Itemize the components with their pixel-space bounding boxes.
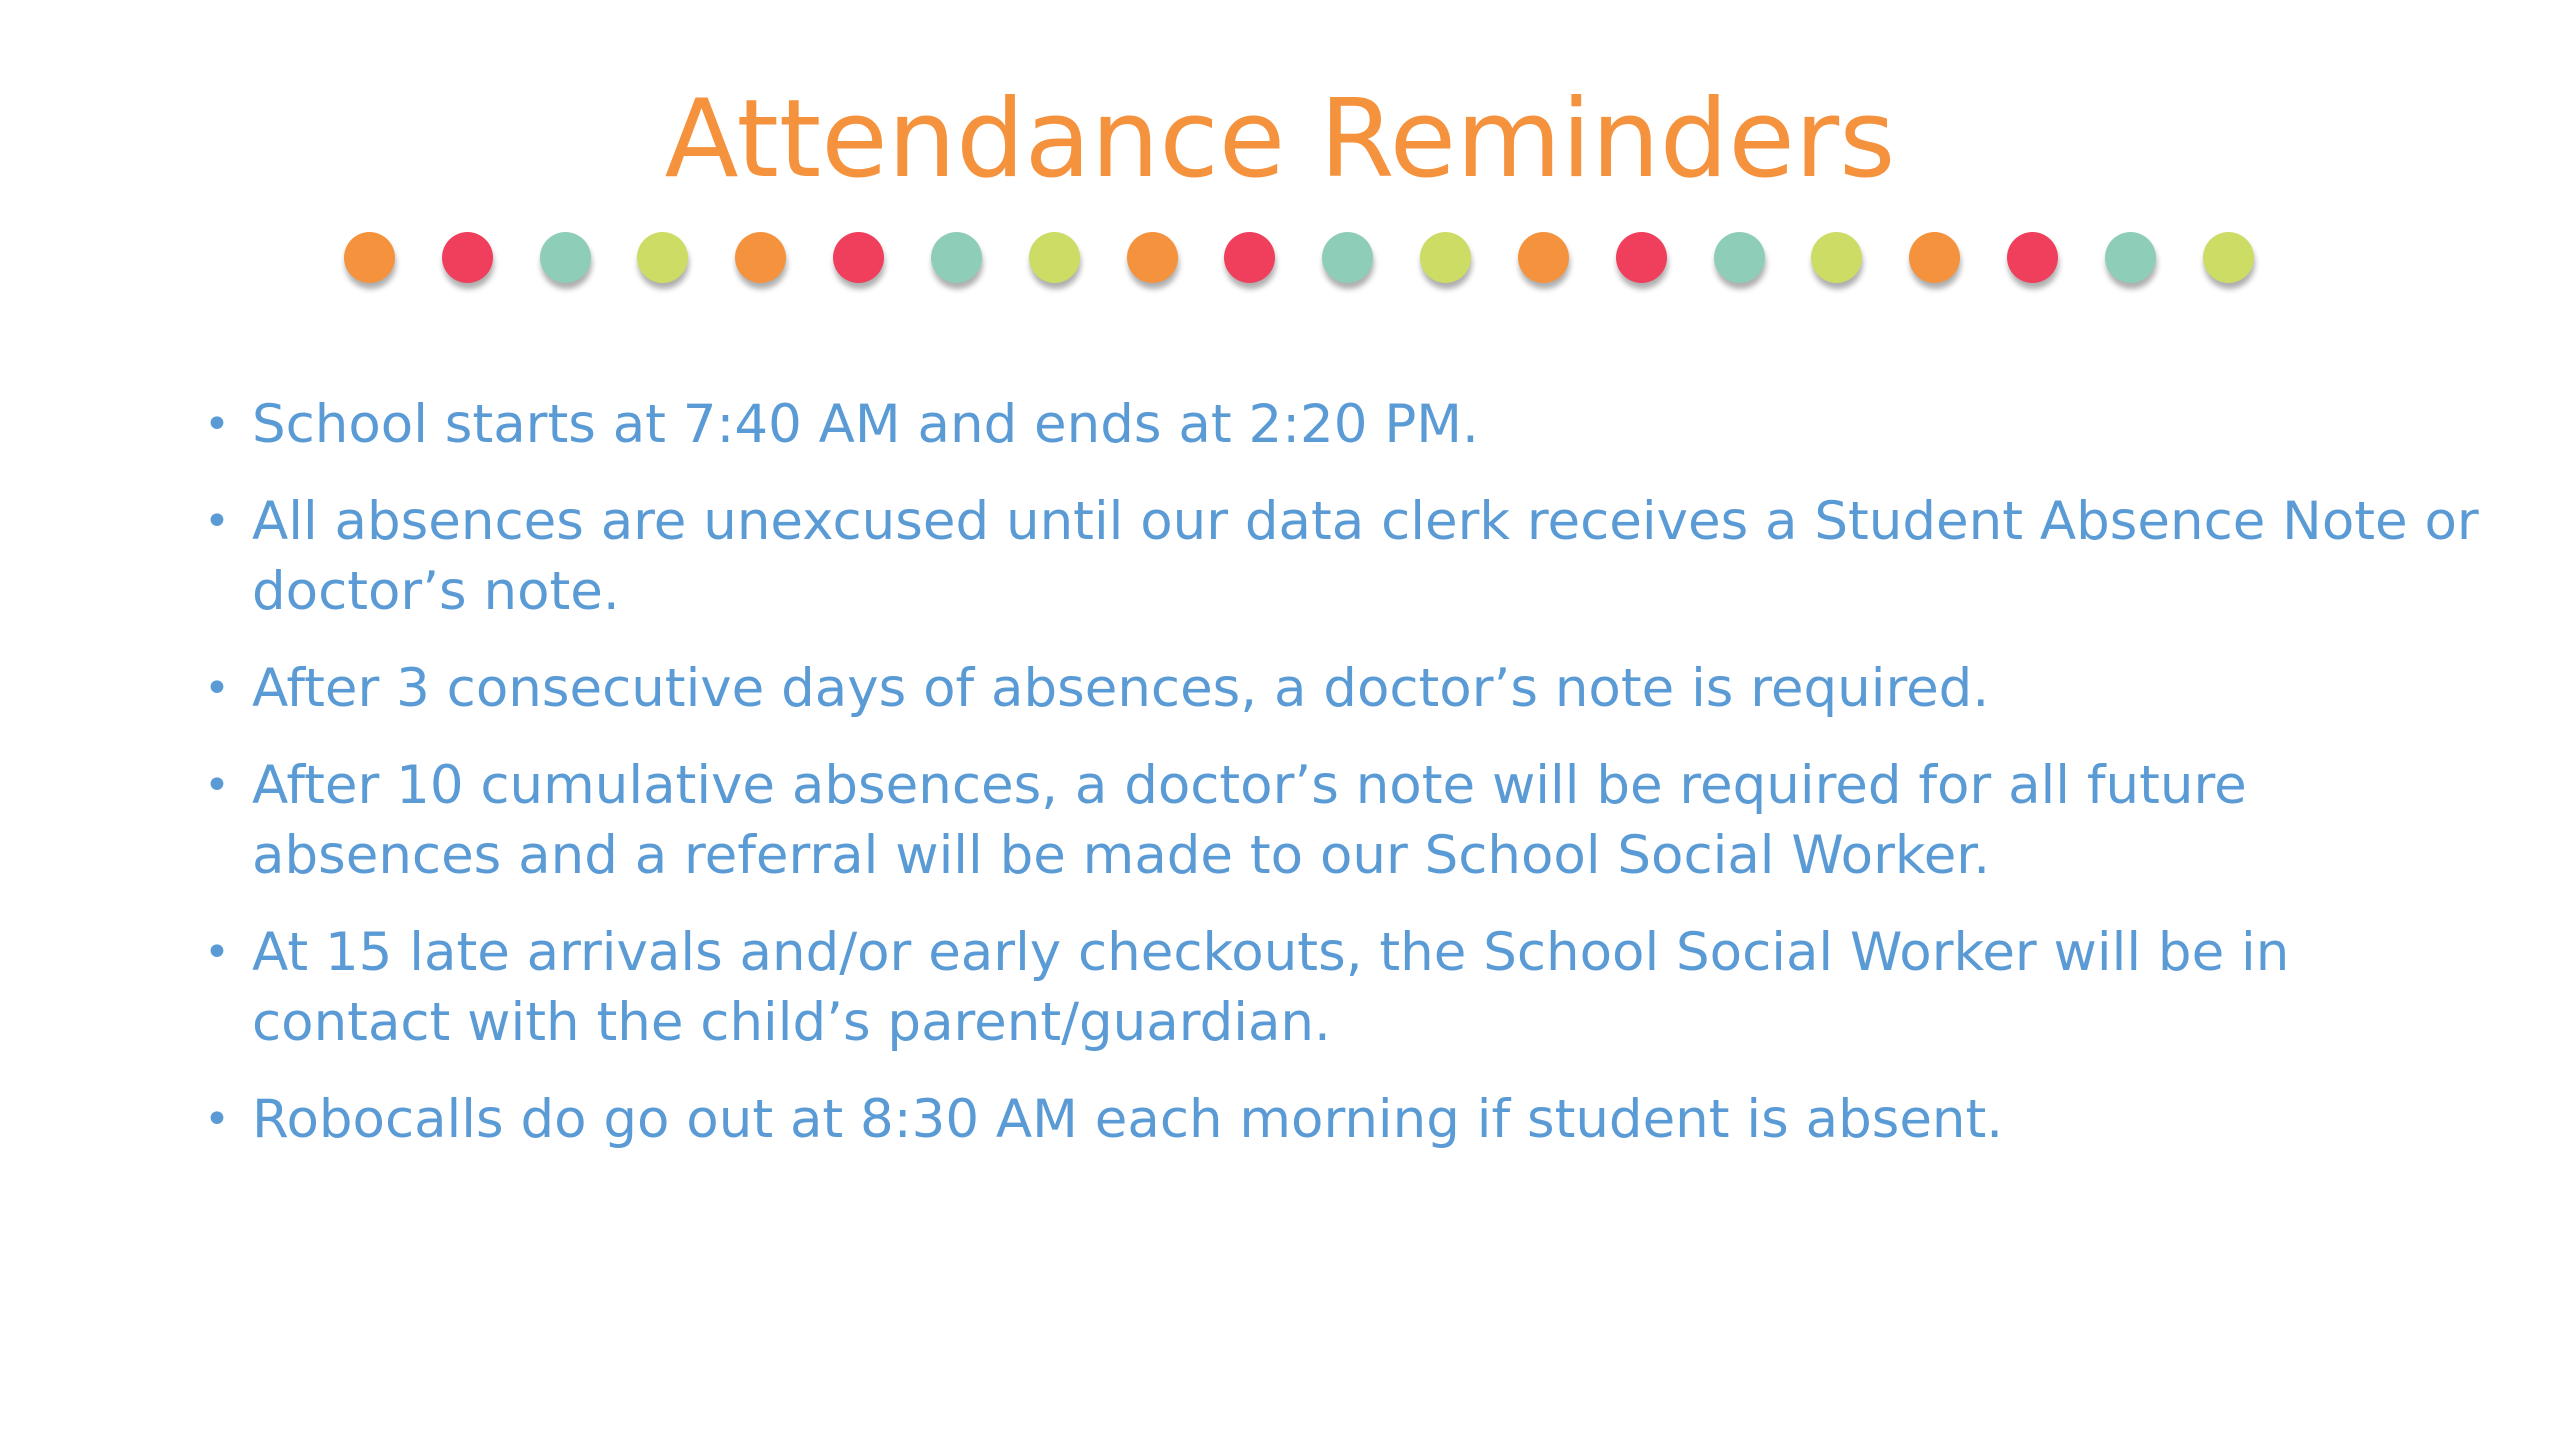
decorative-dot: [2007, 232, 2058, 283]
bullet-point-icon: •: [204, 927, 230, 978]
decorative-dot: [1714, 232, 1765, 283]
bullet-text: After 3 consecutive days of absences, a doctor’s note is required.: [252, 658, 1990, 719]
decorative-dot: [1029, 232, 1080, 283]
bullet-point-icon: •: [204, 663, 230, 714]
decorative-dot: [2105, 232, 2156, 283]
decorative-dot: [735, 232, 786, 283]
bullet-item: [196, 918, 2486, 1058]
decorative-dot: [1420, 232, 1471, 283]
bullet-text: At 15 late arrivals and/or early checkouts, the School Social Worker will be in contact with the child’s parent/guardian.: [252, 922, 2290, 1053]
decorative-dot: [1616, 232, 1667, 283]
decorative-dot: [442, 232, 493, 283]
decorative-dot: [2203, 232, 2254, 283]
slide-title: Attendance Reminders: [664, 77, 1896, 202]
decorative-dot: [1127, 232, 1178, 283]
bullet-item: [196, 654, 2486, 724]
bullet-list: [196, 390, 2486, 1182]
decorative-dot: [344, 232, 395, 283]
decorative-dot: [1322, 232, 1373, 283]
decorative-dot: [833, 232, 884, 283]
decorative-dot: [540, 232, 591, 283]
bullet-text: All absences are unexcused until our data clerk receives a Student Absence Note or doctor’s note.: [252, 491, 2479, 622]
decorative-dot: [931, 232, 982, 283]
bullet-item: [196, 487, 2486, 627]
bullet-text: After 10 cumulative absences, a doctor’s note will be required for all future absences and a referral will be made to our School Social Worker.: [252, 755, 2247, 886]
bullet-item: [196, 751, 2486, 891]
decorative-dot: [1518, 232, 1569, 283]
bullet-item: [196, 390, 2486, 460]
decorative-dot: [1811, 232, 1862, 283]
bullet-text: Robocalls do go out at 8:30 AM each morning if student is absent.: [252, 1089, 2004, 1150]
decorative-dot-row: [344, 227, 2254, 287]
bullet-point-icon: •: [204, 496, 230, 547]
bullet-item: [196, 1085, 2486, 1155]
decorative-dot: [1224, 232, 1275, 283]
bullet-text: School starts at 7:40 AM and ends at 2:20 PM.: [252, 394, 1479, 455]
bullet-point-icon: •: [204, 760, 230, 811]
decorative-dot: [637, 232, 688, 283]
bullet-point-icon: •: [204, 1094, 230, 1145]
bullet-point-icon: •: [204, 399, 230, 450]
decorative-dot: [1909, 232, 1960, 283]
